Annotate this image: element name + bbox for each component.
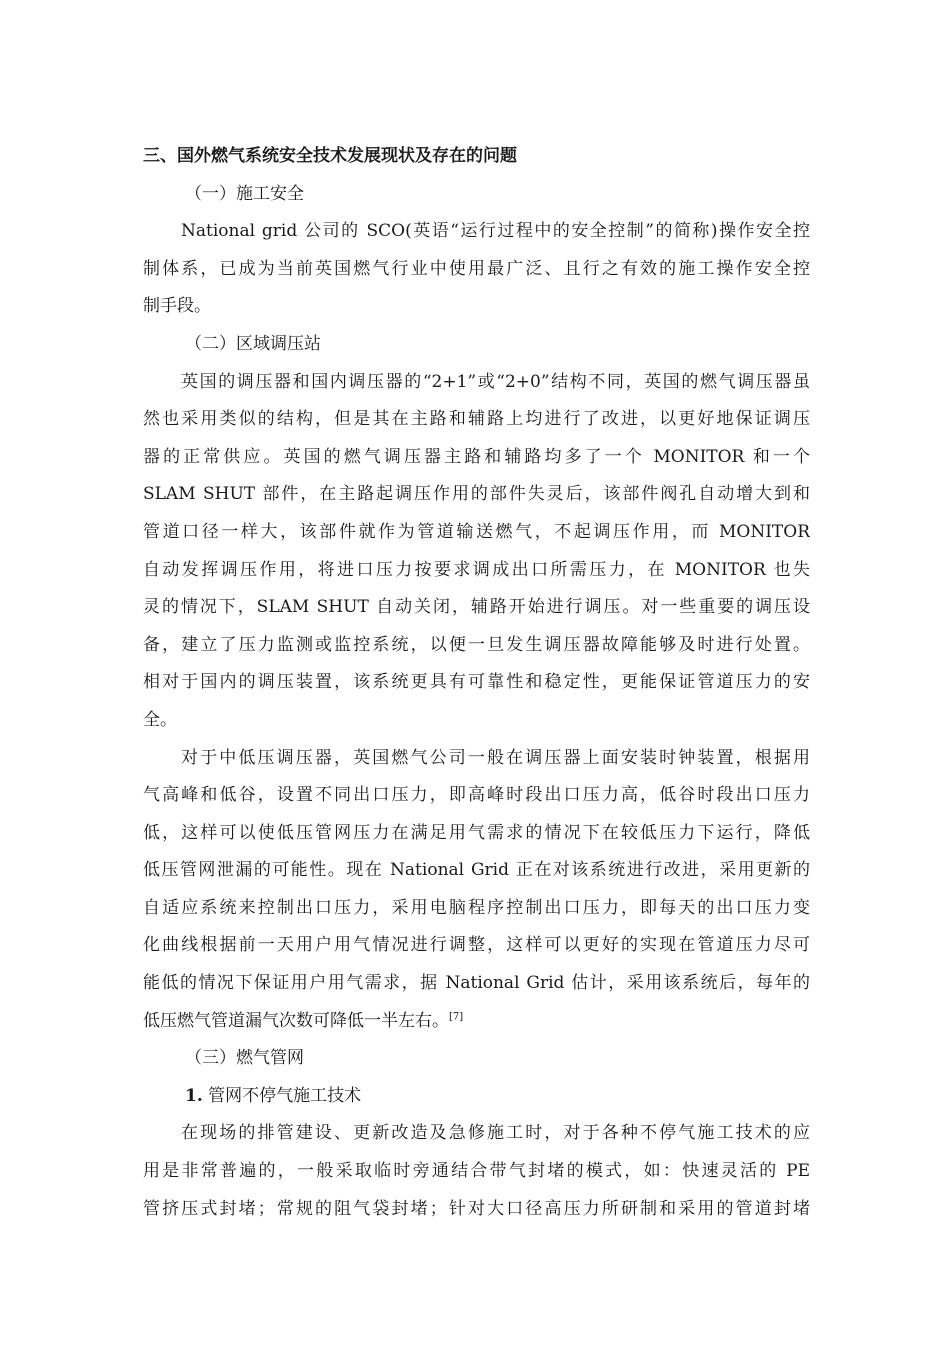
paragraph-line: 备，建立了压力监测或监控系统，以便一旦发生调压器故障能够及时进行处置。 [143, 634, 810, 655]
paragraph-line: 制体系，已成为当前英国燃气行业中使用最广泛、且行之有效的施工操作安全控 [143, 258, 810, 279]
paragraph-line: 自适应系统来控制出口压力，采用电脑程序控制出口压力，即每天的出口压力变 [143, 897, 810, 918]
paragraph-line: 管道口径一样大，该部件就作为管道输送燃气，不起调压作用，而 MONITOR [143, 521, 810, 542]
section-title: 三、国外燃气系统安全技术发展现状及存在的问题 [143, 146, 517, 166]
subsection-heading-construction-safety: （一）施工安全 [185, 183, 304, 204]
sub-item-title: 管网不停气施工技术 [208, 1085, 362, 1106]
paragraph-line: 对于中低压调压器，英国燃气公司一般在调压器上面安装时钟装置，根据用 [181, 747, 810, 768]
sub-item-heading [143, 1078, 810, 1116]
paragraph-text: 低压燃气管道漏气次数可降低一半左右。 [143, 1010, 449, 1031]
document-body [143, 138, 810, 1228]
paragraph-line: 自动发挥调压作用，将进口压力按要求调成出口所需压力，在 MONITOR 也失 [143, 559, 810, 580]
paragraph-line: 制手段。 [143, 296, 211, 317]
paragraph-line: 在现场的排管建设、更新改造及急修施工时，对于各种不停气施工技术的应 [181, 1123, 810, 1144]
paragraph-line: 低，这样可以使低压管网压力在满足用气需求的情况下在较低压力下运行，降低 [143, 822, 810, 843]
paragraph-line: 用是非常普遍的，一般采取临时旁通结合带气封堵的模式，如：快速灵活的 PE [143, 1161, 810, 1182]
paragraph-line: 低压管网泄漏的可能性。现在 National Grid 正在对该系统进行改进，采用更新的 [143, 860, 810, 881]
paragraph-line: SLAM SHUT 部件，在主路起调压作用的部件失灵后，该部件阀孔自动增大到和 [143, 484, 810, 505]
paragraph-line: 全。 [143, 709, 177, 730]
paragraph-line: National grid 公司的 SCO(英语“运行过程中的安全控制”的简称)操作安全控 [181, 221, 810, 242]
paragraph-line: 英国的调压器和国内调压器的“2+1”或“2+0”结构不同，英国的燃气调压器虽 [181, 371, 810, 392]
subsection-heading-regulator-station: （二）区域调压站 [185, 333, 321, 354]
paragraph-line: 灵的情况下，SLAM SHUT 自动关闭，辅路开始进行调压。对一些重要的调压设 [143, 597, 810, 618]
paragraph-line: 然也采用类似的结构，但是其在主路和辅路上均进行了改进，以更好地保证调压 [143, 409, 810, 430]
paragraph-line: 管挤压式封堵；常规的阻气袋封堵；针对大口径高压力所研制和采用的管道封堵 [143, 1198, 810, 1219]
paragraph-line: 气高峰和低谷，设置不同出口压力，即高峰时段出口压力高，低谷时段出口压力 [143, 785, 810, 806]
sub-item-number: 1. [185, 1085, 203, 1106]
paragraph-line-with-reference [143, 1003, 810, 1041]
paragraph-line: 相对于国内的调压装置，该系统更具有可靠性和稳定性，更能保证管道压力的安 [143, 672, 810, 693]
paragraph-line: 能低的情况下保证用户用气需求，据 National Grid 估计，采用该系统后，每年的 [143, 973, 810, 994]
subsection-heading-gas-network: （三）燃气管网 [185, 1048, 304, 1069]
reference-marker: [7] [449, 1011, 464, 1022]
paragraph-line: 化曲线根据前一天用户用气情况进行调整，这样可以更好的实现在管道压力尽可 [143, 935, 810, 956]
paragraph-line: 器的正常供应。英国的燃气调压器主路和辅路均多了一个 MONITOR 和一个 [143, 446, 810, 467]
